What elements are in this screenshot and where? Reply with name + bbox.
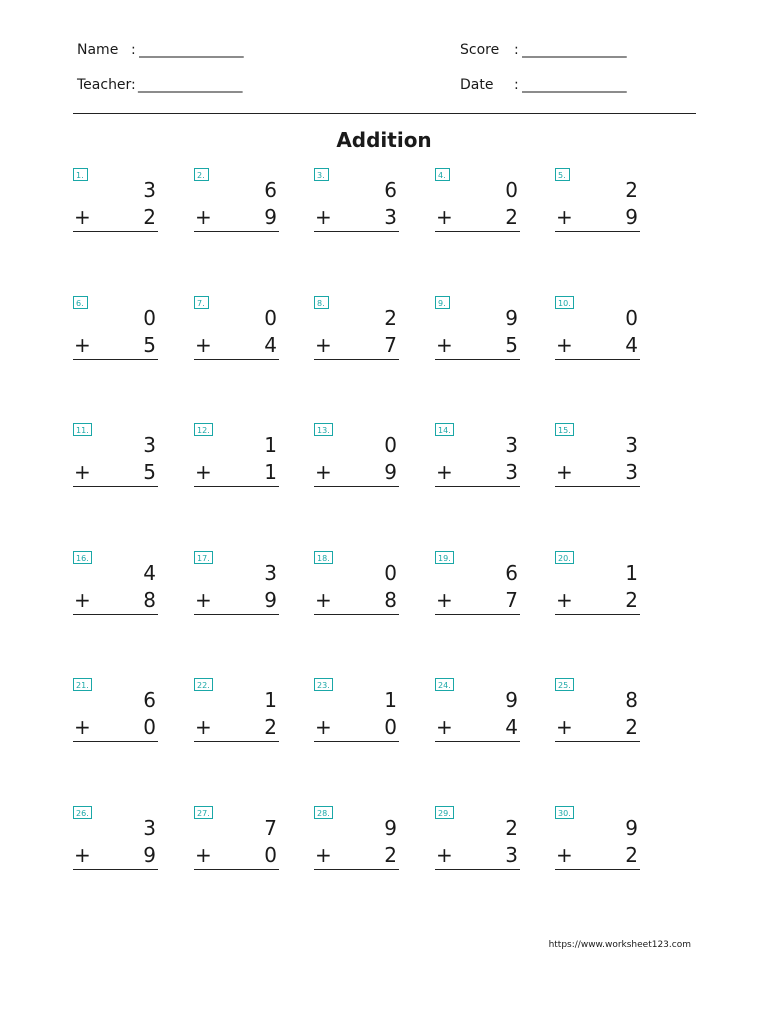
problem-item <box>555 678 640 758</box>
problem-number: 24. <box>435 678 454 691</box>
problem-number: 12. <box>194 423 213 436</box>
plus-operator: + <box>436 205 453 229</box>
answer-line[interactable] <box>314 741 399 742</box>
addend-top: 6 <box>505 561 518 585</box>
answer-line[interactable] <box>555 869 640 870</box>
problem-number: 5. <box>555 168 570 181</box>
addend-bottom: 9 <box>143 843 156 867</box>
problem-item <box>555 168 640 248</box>
problem-number: 1. <box>73 168 88 181</box>
problem-number: 13. <box>314 423 333 436</box>
addend-bottom: 2 <box>625 588 638 612</box>
addend-top: 3 <box>143 178 156 202</box>
addend-top: 0 <box>625 306 638 330</box>
addend-top: 0 <box>384 561 397 585</box>
plus-operator: + <box>315 205 332 229</box>
addend-bottom: 9 <box>264 588 277 612</box>
problem-item <box>194 423 279 503</box>
plus-operator: + <box>315 460 332 484</box>
plus-operator: + <box>556 460 573 484</box>
addend-bottom: 0 <box>143 715 156 739</box>
problem-item <box>73 296 158 376</box>
addend-top: 0 <box>384 433 397 457</box>
addend-bottom: 9 <box>384 460 397 484</box>
problem-item <box>194 168 279 248</box>
answer-line[interactable] <box>435 741 520 742</box>
answer-line[interactable] <box>73 869 158 870</box>
plus-operator: + <box>195 333 212 357</box>
plus-operator: + <box>556 205 573 229</box>
addend-top: 3 <box>505 433 518 457</box>
addend-bottom: 5 <box>143 333 156 357</box>
addend-bottom: 7 <box>384 333 397 357</box>
plus-operator: + <box>436 843 453 867</box>
addend-top: 6 <box>384 178 397 202</box>
answer-line[interactable] <box>435 869 520 870</box>
problem-item <box>73 551 158 631</box>
addend-top: 9 <box>625 816 638 840</box>
addend-top: 1 <box>625 561 638 585</box>
answer-line[interactable] <box>435 486 520 487</box>
problem-item <box>555 423 640 503</box>
plus-operator: + <box>436 460 453 484</box>
addend-bottom: 7 <box>505 588 518 612</box>
addend-bottom: 8 <box>143 588 156 612</box>
problem-item <box>314 678 399 758</box>
addend-top: 1 <box>264 688 277 712</box>
date-field[interactable]: : ________________ <box>514 77 627 93</box>
addend-top: 9 <box>384 816 397 840</box>
addend-bottom: 4 <box>625 333 638 357</box>
answer-line[interactable] <box>73 231 158 232</box>
plus-operator: + <box>436 715 453 739</box>
problem-item <box>435 423 520 503</box>
answer-line[interactable] <box>555 614 640 615</box>
plus-operator: + <box>74 460 91 484</box>
plus-operator: + <box>195 460 212 484</box>
answer-line[interactable] <box>314 231 399 232</box>
addend-top: 0 <box>505 178 518 202</box>
problem-item <box>435 678 520 758</box>
addend-bottom: 2 <box>264 715 277 739</box>
problem-item <box>435 168 520 248</box>
addend-top: 7 <box>264 816 277 840</box>
answer-line[interactable] <box>435 231 520 232</box>
name-label: Name <box>77 42 119 58</box>
problem-number: 21. <box>73 678 92 691</box>
problem-number: 25. <box>555 678 574 691</box>
problem-item <box>314 296 399 376</box>
problem-item <box>314 423 399 503</box>
answer-line[interactable] <box>194 869 279 870</box>
problem-item <box>435 296 520 376</box>
problem-number: 8. <box>314 296 329 309</box>
problem-item <box>73 168 158 248</box>
addend-bottom: 9 <box>625 205 638 229</box>
problem-item <box>555 551 640 631</box>
answer-line[interactable] <box>314 359 399 360</box>
plus-operator: + <box>74 588 91 612</box>
addend-bottom: 0 <box>384 715 397 739</box>
problem-item <box>314 168 399 248</box>
score-field[interactable]: : ________________ <box>514 42 627 58</box>
addend-top: 9 <box>505 688 518 712</box>
problem-number: 9. <box>435 296 450 309</box>
problem-number: 23. <box>314 678 333 691</box>
answer-line[interactable] <box>555 741 640 742</box>
addend-bottom: 3 <box>384 205 397 229</box>
answer-line[interactable] <box>194 741 279 742</box>
addend-bottom: 0 <box>264 843 277 867</box>
problem-item <box>73 806 158 886</box>
problem-number: 22. <box>194 678 213 691</box>
answer-line[interactable] <box>314 486 399 487</box>
addend-bottom: 2 <box>625 715 638 739</box>
problem-item <box>194 296 279 376</box>
problem-number: 26. <box>73 806 92 819</box>
teacher-field[interactable]: ________________ <box>138 77 242 93</box>
problem-item <box>194 678 279 758</box>
plus-operator: + <box>556 715 573 739</box>
problem-number: 3. <box>314 168 329 181</box>
answer-line[interactable] <box>194 614 279 615</box>
answer-line[interactable] <box>555 231 640 232</box>
addend-bottom: 8 <box>384 588 397 612</box>
answer-line[interactable] <box>73 614 158 615</box>
answer-line[interactable] <box>555 486 640 487</box>
problem-number: 14. <box>435 423 454 436</box>
plus-operator: + <box>195 715 212 739</box>
addend-top: 2 <box>625 178 638 202</box>
plus-operator: + <box>74 333 91 357</box>
answer-line[interactable] <box>435 359 520 360</box>
plus-operator: + <box>315 333 332 357</box>
addend-top: 6 <box>264 178 277 202</box>
problem-item <box>435 551 520 631</box>
addend-top: 3 <box>264 561 277 585</box>
addend-bottom: 2 <box>143 205 156 229</box>
problem-number: 17. <box>194 551 213 564</box>
addend-top: 4 <box>143 561 156 585</box>
problem-item <box>314 551 399 631</box>
problem-number: 10. <box>555 296 574 309</box>
addend-bottom: 3 <box>625 460 638 484</box>
problem-number: 11. <box>73 423 92 436</box>
addend-top: 2 <box>384 306 397 330</box>
footer-url: https://www.worksheet123.com <box>548 940 691 950</box>
plus-operator: + <box>195 843 212 867</box>
addend-top: 1 <box>384 688 397 712</box>
addend-bottom: 5 <box>505 333 518 357</box>
answer-line[interactable] <box>194 486 279 487</box>
problem-item <box>73 423 158 503</box>
plus-operator: + <box>556 843 573 867</box>
teacher-label: Teacher: <box>77 77 136 93</box>
answer-line[interactable] <box>555 359 640 360</box>
addend-bottom: 3 <box>505 460 518 484</box>
problem-number: 4. <box>435 168 450 181</box>
answer-line[interactable] <box>194 359 279 360</box>
addend-top: 3 <box>143 433 156 457</box>
addend-top: 9 <box>505 306 518 330</box>
answer-line[interactable] <box>73 486 158 487</box>
plus-operator: + <box>556 333 573 357</box>
addend-bottom: 2 <box>384 843 397 867</box>
addend-top: 3 <box>143 816 156 840</box>
addend-bottom: 2 <box>505 205 518 229</box>
addend-bottom: 1 <box>264 460 277 484</box>
plus-operator: + <box>195 588 212 612</box>
page-title: Addition <box>336 128 432 152</box>
problem-number: 7. <box>194 296 209 309</box>
plus-operator: + <box>315 843 332 867</box>
problem-number: 27. <box>194 806 213 819</box>
addend-bottom: 9 <box>264 205 277 229</box>
problem-item <box>314 806 399 886</box>
problem-number: 28. <box>314 806 333 819</box>
plus-operator: + <box>315 715 332 739</box>
addend-bottom: 4 <box>264 333 277 357</box>
problem-item <box>435 806 520 886</box>
problem-item <box>555 296 640 376</box>
problem-number: 15. <box>555 423 574 436</box>
problem-number: 19. <box>435 551 454 564</box>
addend-top: 0 <box>143 306 156 330</box>
problem-number: 16. <box>73 551 92 564</box>
addend-bottom: 5 <box>143 460 156 484</box>
addend-top: 6 <box>143 688 156 712</box>
name-field[interactable]: : ________________ <box>131 42 244 58</box>
addend-top: 8 <box>625 688 638 712</box>
plus-operator: + <box>74 205 91 229</box>
plus-operator: + <box>74 843 91 867</box>
answer-line[interactable] <box>73 359 158 360</box>
addend-top: 1 <box>264 433 277 457</box>
problem-item <box>73 678 158 758</box>
answer-line[interactable] <box>314 869 399 870</box>
problem-item <box>194 551 279 631</box>
addend-bottom: 4 <box>505 715 518 739</box>
plus-operator: + <box>195 205 212 229</box>
problem-item <box>555 806 640 886</box>
problem-item <box>194 806 279 886</box>
addend-bottom: 2 <box>625 843 638 867</box>
problem-number: 2. <box>194 168 209 181</box>
score-label: Score <box>460 42 500 58</box>
problem-number: 29. <box>435 806 454 819</box>
header-divider <box>73 113 696 114</box>
addend-top: 2 <box>505 816 518 840</box>
problem-number: 30. <box>555 806 574 819</box>
answer-line[interactable] <box>314 614 399 615</box>
problem-number: 18. <box>314 551 333 564</box>
problem-number: 6. <box>73 296 88 309</box>
plus-operator: + <box>436 588 453 612</box>
addend-top: 0 <box>264 306 277 330</box>
answer-line[interactable] <box>73 741 158 742</box>
problem-number: 20. <box>555 551 574 564</box>
answer-line[interactable] <box>194 231 279 232</box>
addend-top: 3 <box>625 433 638 457</box>
plus-operator: + <box>74 715 91 739</box>
date-label: Date <box>460 77 494 93</box>
addend-bottom: 3 <box>505 843 518 867</box>
plus-operator: + <box>436 333 453 357</box>
plus-operator: + <box>556 588 573 612</box>
answer-line[interactable] <box>435 614 520 615</box>
plus-operator: + <box>315 588 332 612</box>
